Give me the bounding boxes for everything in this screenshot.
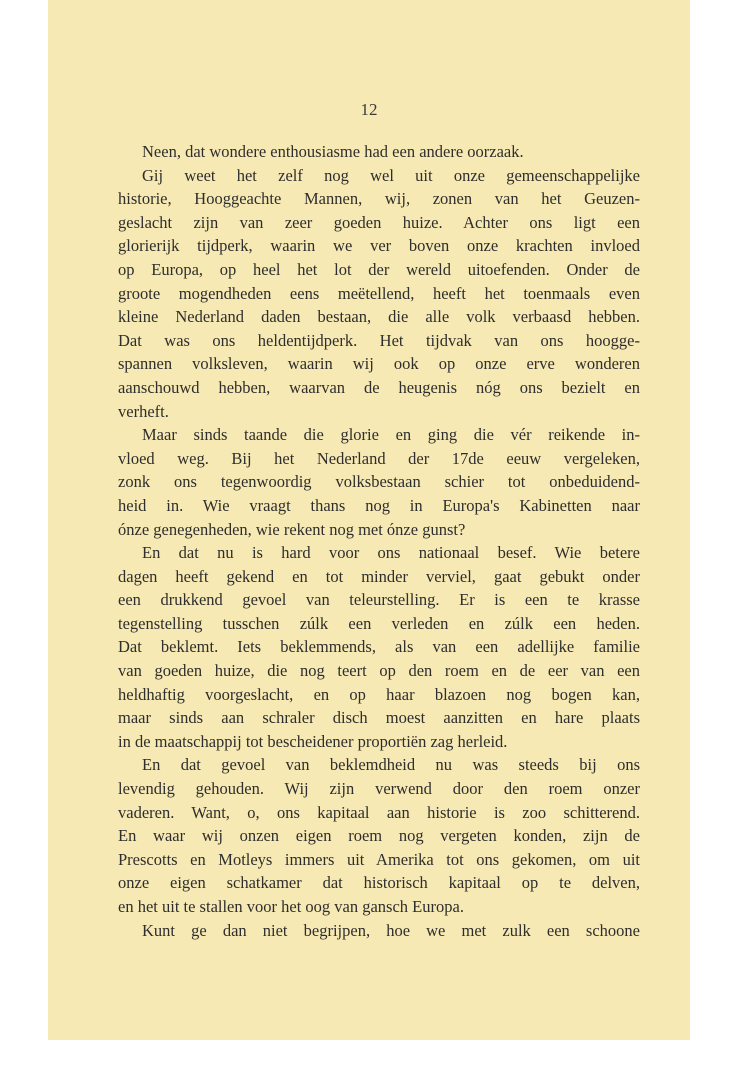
text-line: historie, Hooggeachte Mannen, wij, zonen van het Geuzen- (118, 189, 640, 209)
text-line: Neen, dat wondere enthousiasme had een andere oorzaak. (142, 142, 524, 161)
text-line: geslacht zijn van zeer goeden huize. Achter ons ligt een (118, 212, 640, 232)
text-line: aanschouwd hebben, waarvan de heugenis nóg ons bezielt en (118, 377, 640, 397)
text-line: Gij weet het zelf nog wel uit onze gemeenschappelijke (142, 165, 640, 185)
text-line: Dat was ons heldentijdperk. Het tijdvak van ons hoogge- (118, 330, 640, 350)
text-line: Prescotts en Motleys immers uit Amerika tot ons gekomen, om uit (118, 849, 640, 869)
text-line: in de maatschappij tot bescheidener proportiën zag herleid. (118, 731, 508, 751)
text-line: vaderen. Want, o, ons kapitaal aan historie is zoo schitterend. (118, 802, 640, 822)
text-line: zonk ons tegenwoordig volksbestaan schier tot onbeduidend- (118, 472, 640, 492)
text-line: verheft. (118, 401, 169, 421)
text-line: Maar sinds taande die glorie en ging die vér reikende in- (142, 425, 640, 445)
text-line: Kunt ge dan niet begrijpen, hoe we met zulk een schoone (142, 920, 640, 940)
text-line: onze eigen schatkamer dat historisch kapitaal op te delven, (118, 873, 640, 893)
body-text (118, 140, 640, 942)
text-line: Dat beklemt. Iets beklemmends, als van een adellijke familie (118, 637, 640, 657)
text-line: heldhaftig voorgeslacht, en op haar blazoen nog bogen kan, (118, 684, 640, 704)
text-line: maar sinds aan schraler disch moest aanzitten en hare plaats (118, 708, 640, 728)
text-line: tegenstelling tusschen zúlk een verleden en zúlk een heden. (118, 613, 640, 633)
text-line: vloed weg. Bij het Nederland der 17de eeuw vergeleken, (118, 448, 640, 468)
text-line: glorierijk tijdperk, waarin we ver boven onze krachten invloed (118, 236, 640, 256)
text-line: op Europa, op heel het lot der wereld uitoefenden. Onder de (118, 259, 640, 279)
text-line: en het uit te stallen voor het oog van gansch Europa. (118, 897, 464, 916)
page-number: 12 (360, 100, 378, 119)
text-line: levendig gehouden. Wij zijn verwend door den roem onzer (118, 779, 640, 799)
text-line: En waar wij onzen eigen roem nog vergeten konden, zijn de (118, 826, 640, 846)
text-line: kleine Nederland daden bestaan, die alle volk verbaasd hebben. (118, 307, 640, 327)
text-line: groote mogendheden eens meëtellend, heeft het toenmaals even (118, 283, 640, 303)
book-page (48, 0, 690, 1040)
text-line: heid in. Wie vraagt thans nog in Europa's Kabinetten naar (118, 495, 640, 515)
text-line: ónze genegenheden, wie rekent nog met ónze gunst? (118, 519, 466, 539)
text-line: spannen volksleven, waarin wij ook op onze erve wonderen (118, 354, 640, 374)
text-line: En dat nu is hard voor ons nationaal besef. Wie betere (142, 543, 640, 563)
text-line: een drukkend gevoel van teleurstelling. Er is een te krasse (118, 590, 640, 610)
text-line: van goeden huize, die nog teert op den roem en de eer van een (118, 661, 640, 681)
text-line: En dat gevoel van beklemdheid nu was steeds bij ons (142, 755, 640, 775)
text-line: dagen heeft gekend en tot minder verviel, gaat gebukt onder (118, 566, 640, 586)
